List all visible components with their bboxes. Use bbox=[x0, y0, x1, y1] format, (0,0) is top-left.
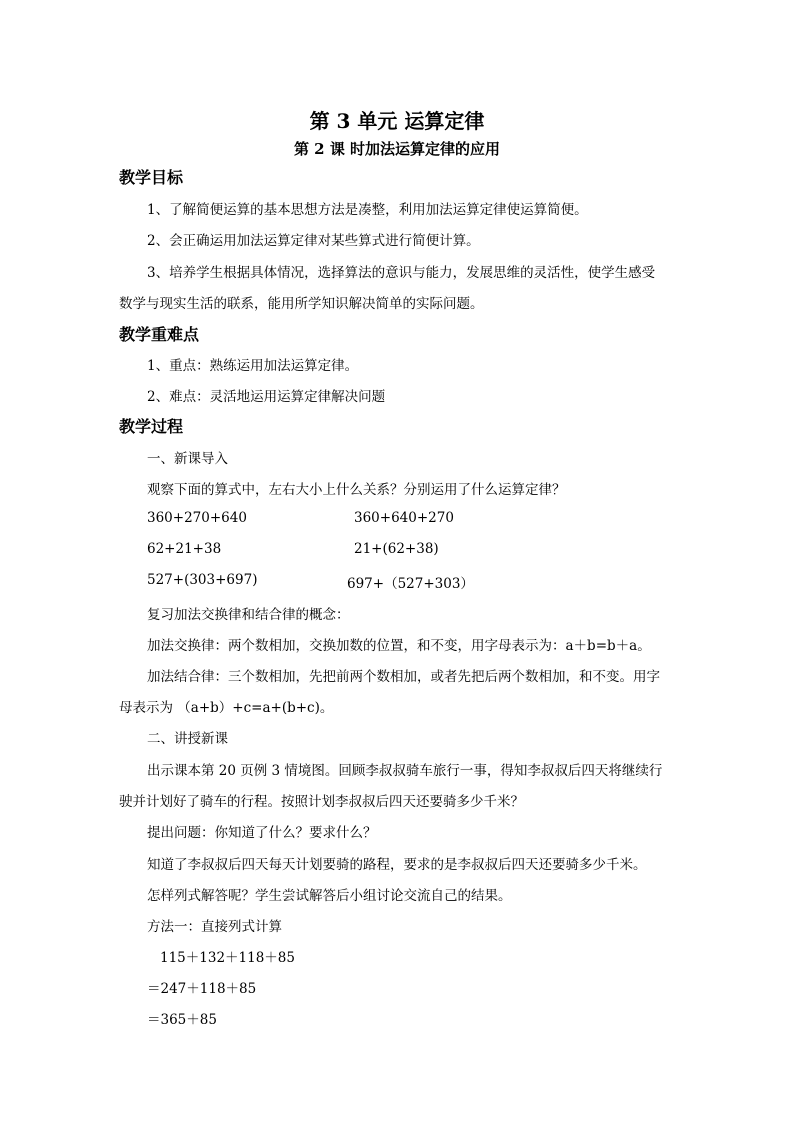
expression-left: 62+21+38 bbox=[147, 541, 222, 557]
part2-heading: 二、讲授新课 bbox=[147, 731, 228, 747]
expression-left: 360+270+640 bbox=[147, 510, 247, 526]
page-title: 第 3 单元 运算定律 bbox=[309, 109, 485, 133]
method-one-label: 方法一：直接列式计算 bbox=[147, 919, 282, 935]
lesson-subtitle: 第 2 课 时加法运算定律的应用 bbox=[293, 140, 501, 158]
expression-right: 360+640+270 bbox=[354, 510, 454, 526]
part2-intro-continued: 驶并计划好了骑车的行程。按照计划李叔叔后四天还要骑多少千米？ bbox=[119, 794, 524, 810]
calc-step: ＝365＋85 bbox=[147, 1012, 217, 1028]
goal-item: 3、培养学生根据具体情况，选择算法的意识与能力，发展思维的灵活性，使学生感受 bbox=[147, 265, 656, 281]
part2-known: 知道了李叔叔后四天每天计划要骑的路程，要求的是李叔叔后四天还要骑多少千米。 bbox=[147, 857, 647, 873]
part2-question: 提出问题：你知道了什么？要求什么？ bbox=[147, 825, 377, 841]
key-point-item: 1、重点：熟练运用加法运算定律。 bbox=[147, 358, 359, 374]
part2-how: 怎样列式解答呢？学生尝试解答后小组讨论交流自己的结果。 bbox=[147, 888, 512, 904]
part1-question: 观察下面的算式中，左右大小上什么关系？分别运用了什么运算定律？ bbox=[147, 482, 566, 498]
goal-item: 1、了解简便运算的基本思想方法是凑整，利用加法运算定律使运算简便。 bbox=[147, 202, 588, 218]
part1-heading: 一、新课导入 bbox=[147, 451, 228, 467]
commutative-law: 加法交换律：两个数相加，交换加数的位置，和不变，用字母表示为：a＋b=b＋a。 bbox=[147, 638, 651, 654]
expression-right: 21+(62+38) bbox=[354, 541, 439, 557]
goal-item-continued: 数学与现实生活的联系，能用所学知识解决简单的实际问题。 bbox=[119, 296, 484, 312]
expression-left: 527+(303+697) bbox=[147, 572, 258, 588]
review-text: 复习加法交换律和结合律的概念： bbox=[147, 607, 350, 623]
section-heading-goals: 教学目标 bbox=[119, 168, 184, 187]
goal-item: 2、会正确运用加法运算定律对某些算式进行简便计算。 bbox=[147, 233, 480, 249]
associative-law: 加法结合律：三个数相加，先把前两个数相加，或者先把后两个数相加，和不变。用字 bbox=[147, 669, 660, 685]
key-point-item: 2、难点：灵活地运用运算定律解决问题 bbox=[147, 389, 386, 405]
section-heading-key-points: 教学重难点 bbox=[119, 325, 200, 344]
calc-step: 115＋132＋118＋85 bbox=[160, 950, 295, 966]
expression-right: 697+（527+303） bbox=[347, 576, 474, 592]
associative-law-continued: 母表示为 （a+b）+c=a+(b+c)。 bbox=[119, 700, 334, 716]
part2-intro: 出示课本第 20 页例 3 情境图。回顾李叔叔骑车旅行一事，得知李叔叔后四天将继续行 bbox=[147, 763, 663, 779]
calc-step: ＝247＋118＋85 bbox=[147, 981, 257, 997]
section-heading-process: 教学过程 bbox=[119, 417, 184, 436]
